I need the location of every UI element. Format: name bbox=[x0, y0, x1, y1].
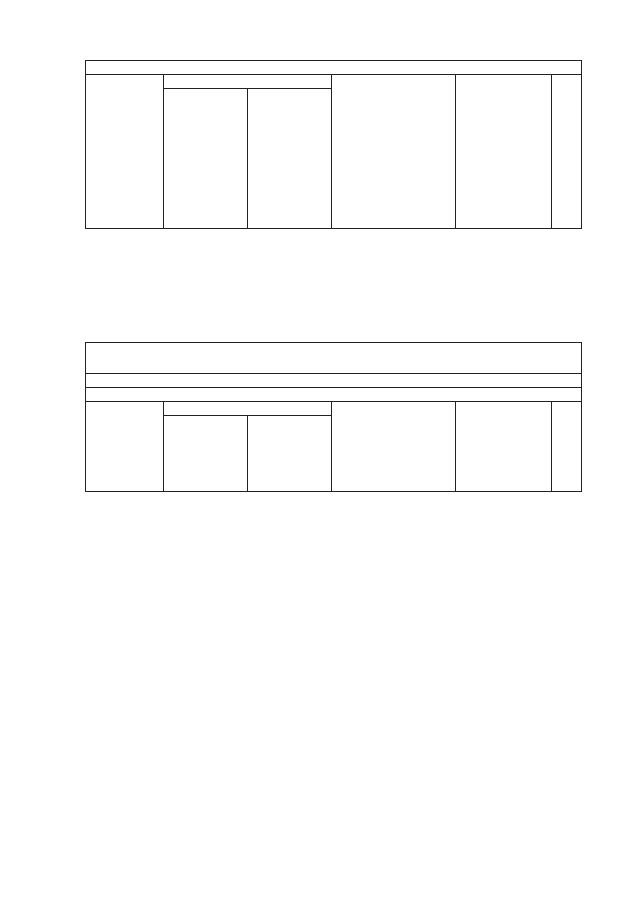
column-numbers bbox=[86, 229, 582, 240]
header-x bbox=[164, 416, 248, 492]
empty-row bbox=[86, 240, 582, 251]
header-designation bbox=[86, 75, 164, 229]
zso-boundary-table bbox=[85, 342, 582, 492]
part-section-title bbox=[86, 61, 582, 75]
header-accuracy bbox=[456, 75, 552, 229]
header-method bbox=[332, 75, 456, 229]
header-coords bbox=[164, 402, 332, 416]
zso-title bbox=[86, 343, 582, 374]
header-accuracy bbox=[456, 402, 552, 492]
header-x bbox=[164, 89, 248, 229]
coord-system bbox=[86, 374, 582, 388]
header-y bbox=[248, 89, 332, 229]
header-description bbox=[552, 75, 582, 229]
points-title bbox=[86, 388, 582, 402]
header-method bbox=[332, 402, 456, 492]
header-description bbox=[552, 402, 582, 492]
header-designation bbox=[86, 402, 164, 492]
header-y bbox=[248, 416, 332, 492]
header-coords bbox=[164, 75, 332, 89]
part-boundary-table bbox=[85, 60, 582, 251]
